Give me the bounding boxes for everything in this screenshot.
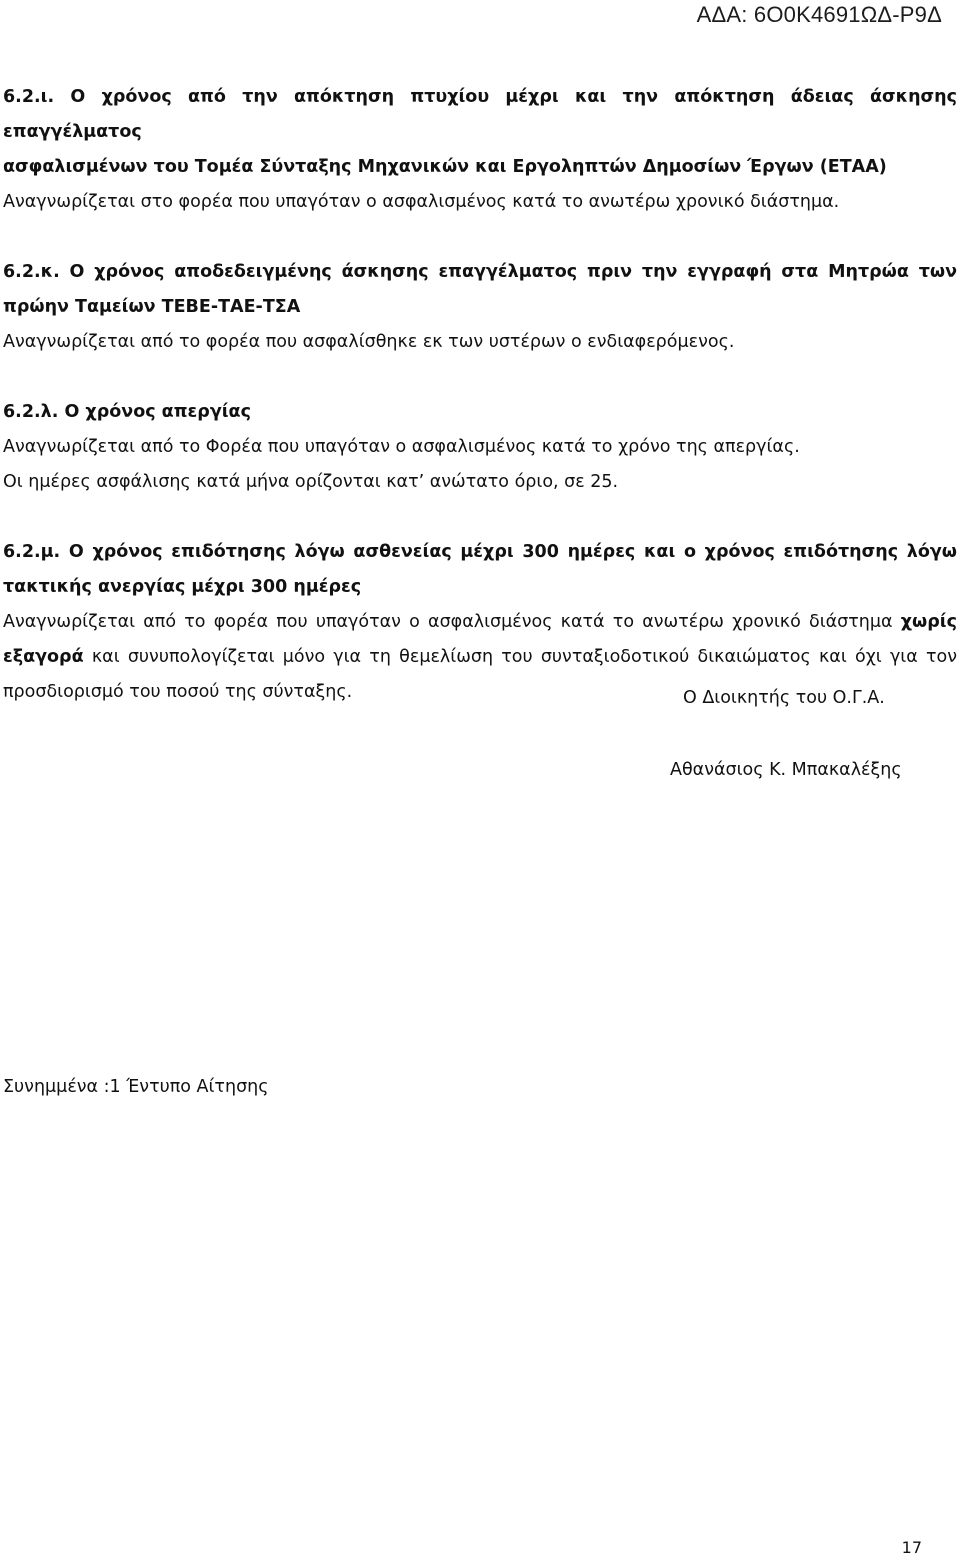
signature-name: Αθανάσιος Κ. Μπακαλέξης: [670, 760, 902, 780]
section-title: 6.2.μ. Ο χρόνος επιδότησης λόγω ασθενείας μέχρι 300 ημέρες και ο χρόνος επιδότησης λόγω: [3, 542, 957, 562]
document-body: [3, 80, 957, 710]
section-body: Αναγνωρίζεται από το φορέα που ασφαλίσθηκε εκ των υστέρων ο ενδιαφερόμενος.: [3, 332, 735, 352]
section-6-2-k: [3, 255, 957, 360]
section-body: προσδιορισμό του ποσού της σύνταξης.: [3, 682, 353, 702]
section-body: [3, 605, 957, 640]
section-body: Αναγνωρίζεται από το Φορέα που υπαγόταν ο ασφαλισμένος κατά το χρόνο της απεργίας.: [3, 437, 800, 457]
signature-role: Ο Διοικητής του Ο.Γ.Α.: [683, 688, 885, 708]
section-body: Οι ημέρες ασφάλισης κατά μήνα ορίζονται κατ’ ανώτατο όριο, σε 25.: [3, 472, 619, 492]
section-title: 6.2.ι. Ο χρόνος από την απόκτηση πτυχίου μέχρι και την απόκτηση άδειας άσκησης επαγγέλματος: [3, 87, 957, 142]
section-6-2-l: [3, 395, 957, 500]
ada-code: ΑΔΑ: 6Ο0Κ4691ΩΔ-Ρ9Δ: [696, 2, 942, 27]
attachments-note: Συνημμένα :1 Έντυπο Αίτησης: [3, 1077, 269, 1097]
section-body: Αναγνωρίζεται στο φορέα που υπαγόταν ο ασφαλισμένος κατά το ανωτέρω χρονικό διάστημα.: [3, 192, 840, 212]
section-title: ασφαλισμένων του Τομέα Σύνταξης Μηχανικών και Εργοληπτών Δημοσίων Έργων (ΕΤΑΑ): [3, 157, 887, 177]
body-bold-text: εξαγορά: [3, 647, 84, 667]
section-6-2-m: [3, 535, 957, 710]
section-body: [3, 640, 957, 675]
body-bold-text: χωρίς: [900, 612, 957, 632]
section-title: 6.2.κ. Ο χρόνος αποδεδειγμένης άσκησης επαγγέλματος πριν την εγγραφή στα Μητρώα των: [3, 262, 957, 282]
body-text: και συνυπολογίζεται μόνο για τη θεμελίωση του συνταξιοδοτικού δικαιώματος και όχι για τον: [91, 647, 957, 667]
page-number: 17: [901, 1538, 922, 1557]
section-6-2-i: [3, 80, 957, 220]
section-title: πρώην Ταμείων ΤΕΒΕ-ΤΑΕ-ΤΣΑ: [3, 297, 301, 317]
body-text: Αναγνωρίζεται από το φορέα που υπαγόταν ο ασφαλισμένος κατά το ανωτέρω χρονικό διάστημα: [3, 612, 893, 632]
section-title: τακτικής ανεργίας μέχρι 300 ημέρες: [3, 577, 362, 597]
section-title: 6.2.λ. Ο χρόνος απεργίας: [3, 402, 251, 422]
